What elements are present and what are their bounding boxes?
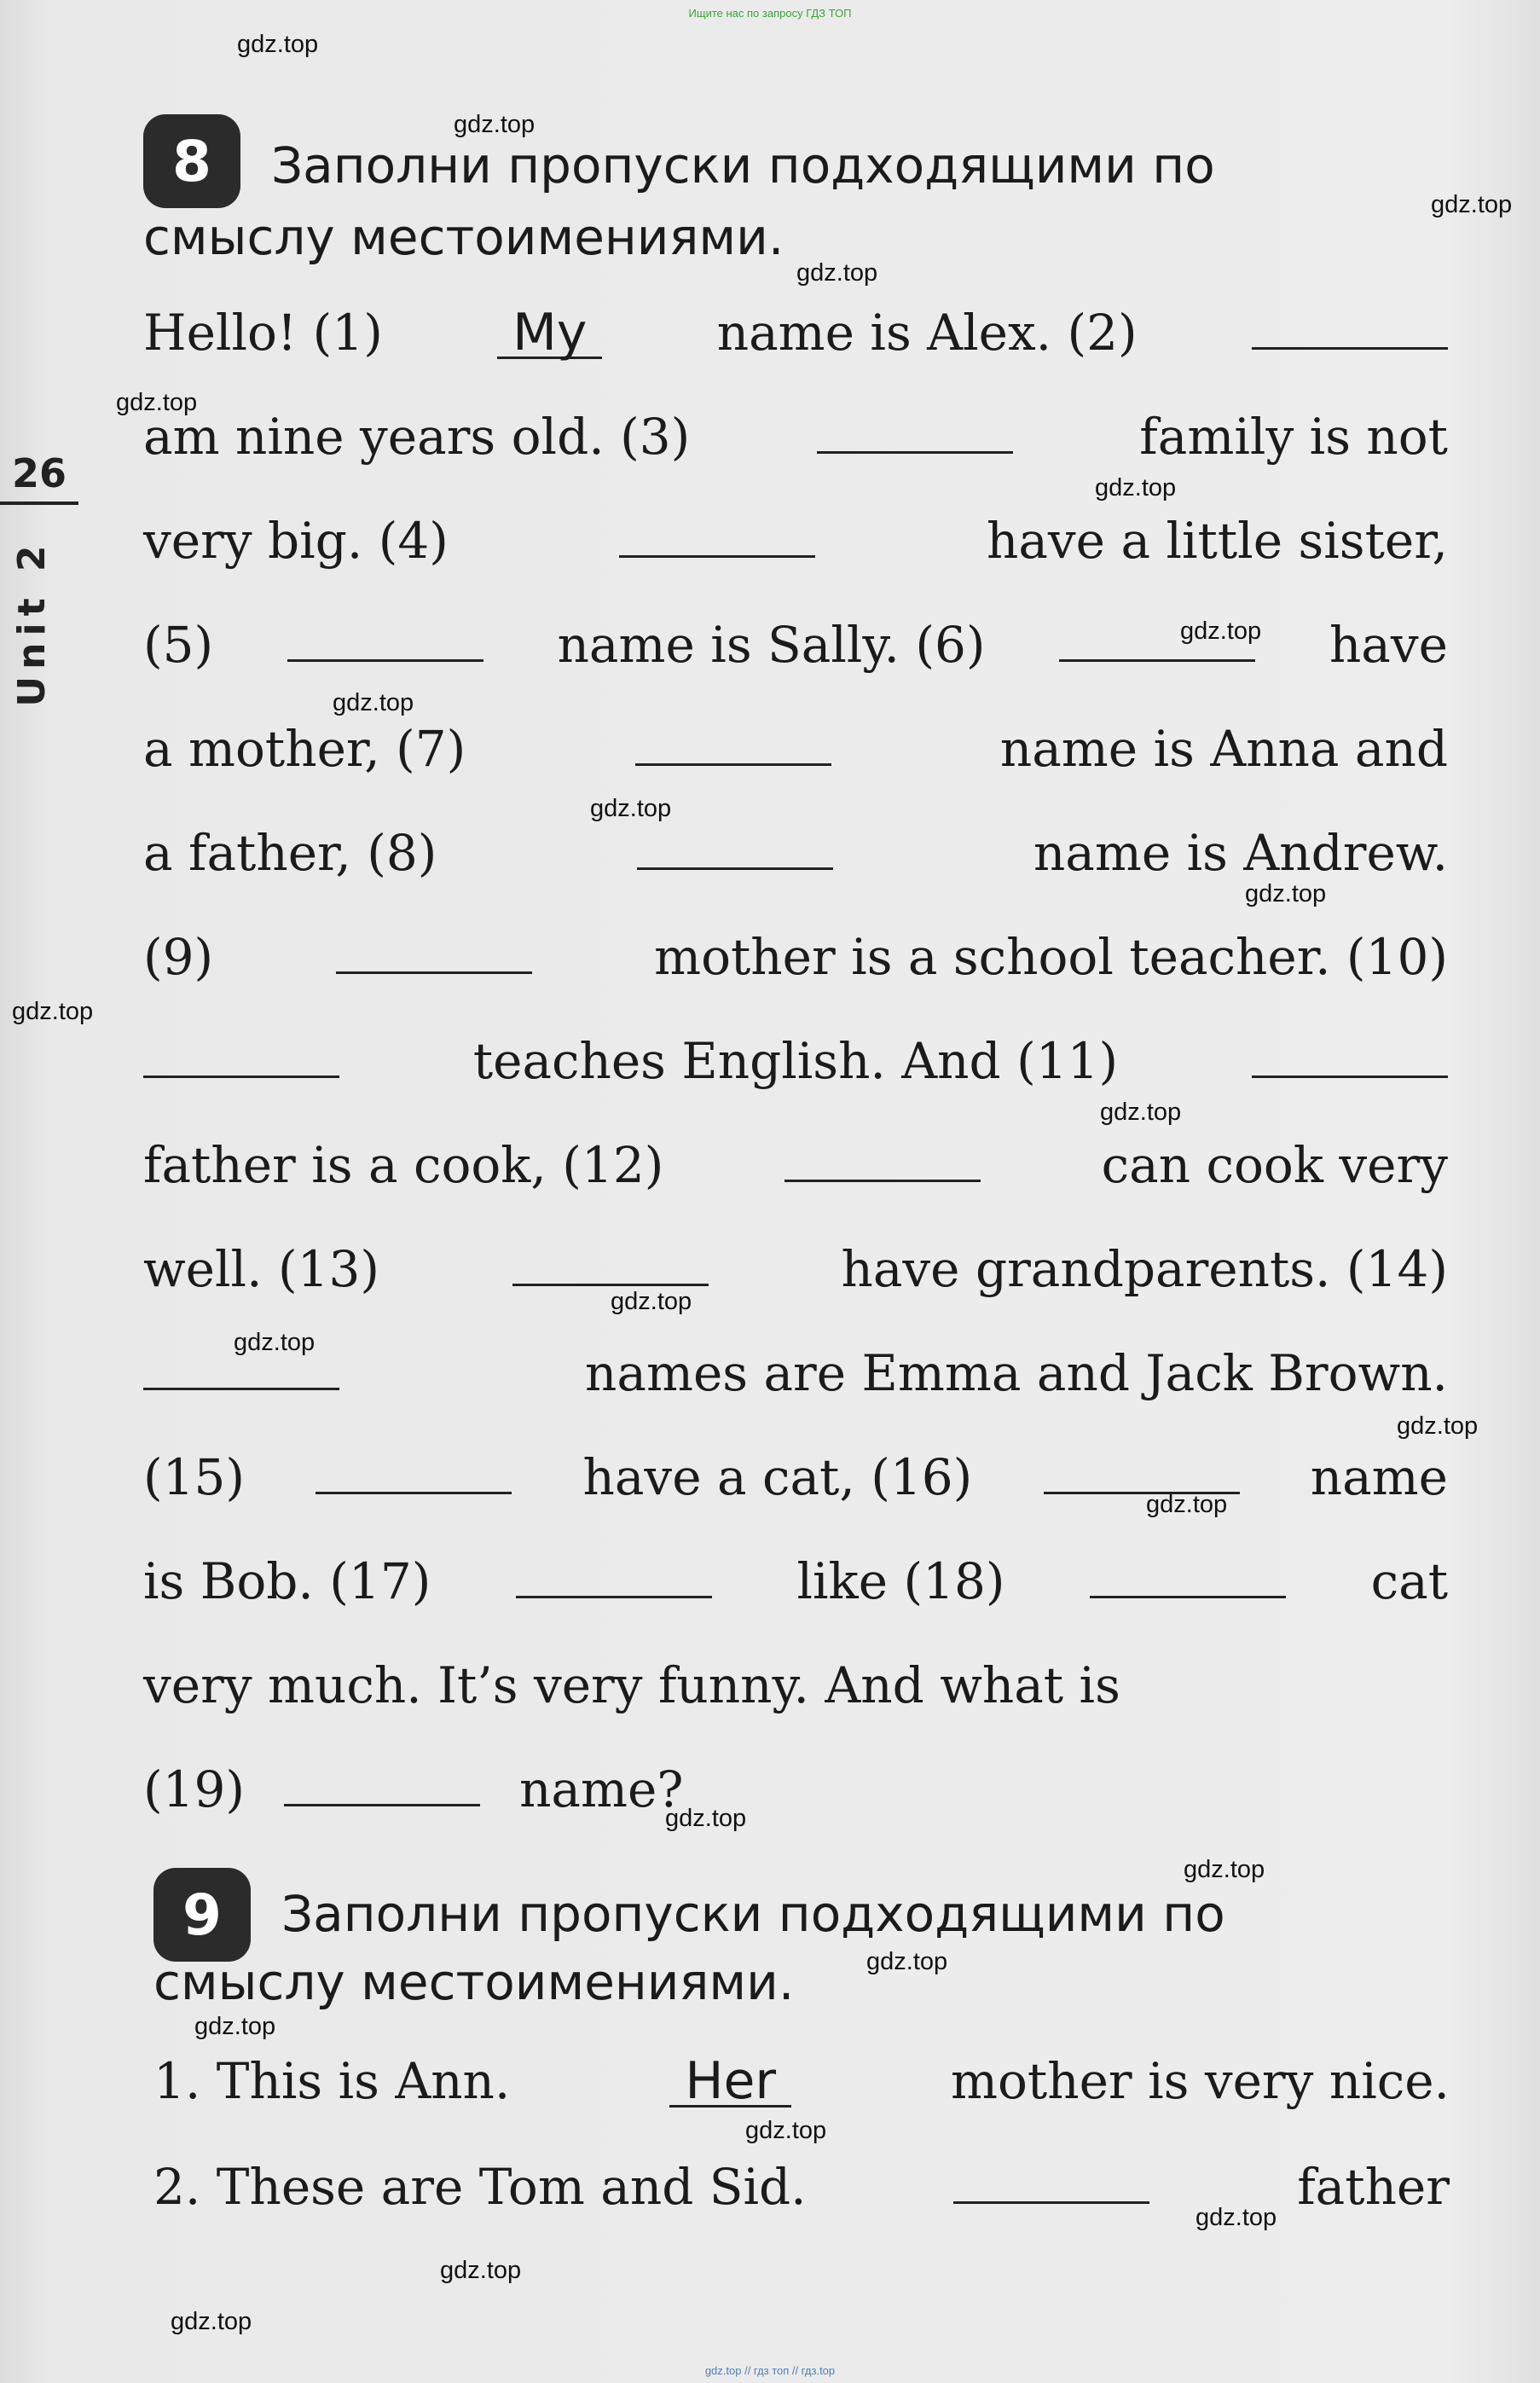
text-line: well. (13) have grandparents. (14) <box>143 1240 1448 1298</box>
watermark: gdz.top <box>1180 617 1262 645</box>
unit-label: Unit 2 <box>10 538 54 707</box>
answer-blank[interactable] <box>1090 1553 1286 1598</box>
text-line: (19) name? <box>143 1760 684 1818</box>
answer-blank[interactable] <box>635 721 831 766</box>
answer-blank[interactable] <box>619 513 815 558</box>
answer-blank[interactable] <box>516 1553 712 1598</box>
watermark: gdz.top <box>590 795 672 822</box>
watermark: gdz.top <box>194 2013 276 2040</box>
answer-blank[interactable] <box>1252 304 1448 350</box>
text-line: (5) name is Sally. (6) have <box>143 616 1448 674</box>
text-line: Hello! (1) My name is Alex. (2) <box>143 304 1448 362</box>
watermark: gdz.top <box>1184 1856 1265 1883</box>
watermark: gdz.top <box>116 389 198 416</box>
text-line: is Bob. (17) like (18) cat <box>143 1552 1448 1610</box>
exercise-9-item-1: 1. This is Ann. Her mother is very nice. <box>153 2051 1450 2111</box>
answer-blank[interactable] <box>817 409 1013 454</box>
watermark: gdz.top <box>1196 2204 1277 2231</box>
watermark: gdz.top <box>1095 474 1177 502</box>
exercise-8-instruction-line1: Заполни пропуски подходящими по <box>271 136 1215 194</box>
text-line: am nine years old. (3) family is not <box>143 408 1448 466</box>
answer-blank[interactable] <box>1252 1033 1448 1078</box>
watermark: gdz.top <box>665 1805 747 1832</box>
exercise-9-badge: 9 <box>153 1868 251 1962</box>
watermark: gdz.top <box>12 998 94 1025</box>
watermark: gdz.top <box>745 2117 827 2144</box>
watermark: gdz.top <box>234 1329 316 1356</box>
exercise-8-instruction-line2: смыслу местоимениями. <box>143 208 784 266</box>
text-line: very big. (4) have a little sister, <box>143 512 1448 570</box>
text-line: very much. It’s very funny. And what is <box>143 1656 1120 1714</box>
text-line: teaches English. And (11) <box>143 1032 1448 1090</box>
answer-blank[interactable] <box>637 825 833 870</box>
answer-1-handwritten: My <box>497 309 602 359</box>
watermark: gdz.top <box>866 1948 948 1975</box>
watermark: gdz.top <box>1146 1491 1228 1518</box>
watermark: gdz.top <box>171 2308 252 2335</box>
answer-blank[interactable] <box>1044 1449 1240 1494</box>
page-number: 26 <box>12 450 67 496</box>
watermark: gdz.top <box>454 111 536 138</box>
watermark: gdz.top <box>237 31 319 58</box>
exercise-8-badge: 8 <box>143 114 240 208</box>
exercise-9-instruction-line1: Заполни пропуски подходящими по <box>281 1885 1225 1943</box>
item-1-answer-handwritten: Her <box>669 2057 791 2108</box>
exercise-9-instruction-line2: смыслу местоимениями. <box>153 1953 795 2011</box>
answer-blank[interactable] <box>284 1761 480 1806</box>
answer-blank[interactable] <box>512 1241 709 1286</box>
watermark: gdz.top <box>796 259 878 287</box>
text-line: names are Emma and Jack Brown. <box>143 1344 1448 1402</box>
top-banner: Ищите нас по запросу ГДЗ ТОП <box>688 7 852 20</box>
answer-blank[interactable] <box>953 2159 1149 2204</box>
text-line: a mother, (7) name is Anna and <box>143 720 1448 778</box>
answer-blank[interactable] <box>336 929 532 974</box>
watermark: gdz.top <box>1245 880 1327 907</box>
text-line: father is a cook, (12) can cook very <box>143 1136 1448 1194</box>
watermark: gdz.top <box>1431 191 1513 218</box>
answer-blank[interactable] <box>287 617 483 662</box>
answer-blank[interactable] <box>784 1137 981 1182</box>
watermark: gdz.top <box>440 2257 522 2284</box>
watermark: gdz.top <box>1397 1412 1479 1440</box>
text-line: (15) have a cat, (16) name <box>143 1448 1448 1506</box>
text-line: a father, (8) name is Andrew. <box>143 824 1448 882</box>
answer-blank[interactable] <box>316 1449 512 1494</box>
bottom-banner: gdz.top // гдз топ // гдз.top <box>704 2364 836 2377</box>
watermark: gdz.top <box>1100 1099 1182 1126</box>
answer-blank[interactable] <box>143 1033 339 1078</box>
text-line: (9) mother is a school teacher. (10) <box>143 928 1448 986</box>
watermark: gdz.top <box>611 1288 692 1315</box>
watermark: gdz.top <box>333 689 414 716</box>
exercise-9-item-2: 2. These are Tom and Sid. father <box>153 2158 1450 2216</box>
page-number-divider <box>0 502 78 505</box>
